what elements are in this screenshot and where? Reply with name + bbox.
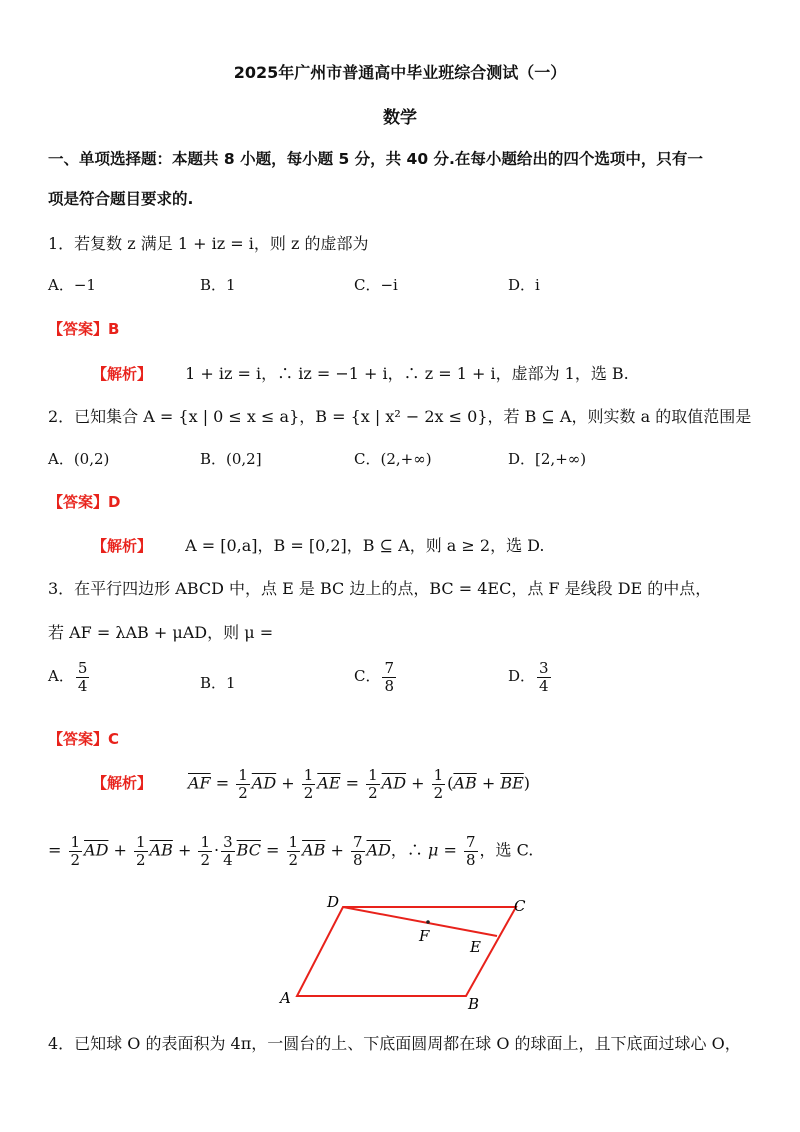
q2-option-d: D．[2,+∞) xyxy=(508,450,587,468)
answer-label: 【答案】 xyxy=(48,320,109,338)
point-f xyxy=(426,920,430,924)
analysis-label: 【解析】 xyxy=(92,774,153,792)
option-letter: C． xyxy=(354,667,381,685)
parallelogram-abcd xyxy=(297,907,516,996)
section-heading-line1: 一、单项选择题：本题共 8 小题，每小题 5 分，共 40 分.在每小题给出的四个选项中，只有一 xyxy=(48,150,703,168)
answer-label: 【答案】 xyxy=(48,493,109,511)
answer-value: D xyxy=(108,493,121,511)
q2-option-a: A．(0,2) xyxy=(48,450,110,468)
q2-analysis-text: A = [0,a]，B = [0,2]，B ⊆ A，则 a ≥ 2，选 D. xyxy=(185,536,545,555)
q3-stem-line2: 若 AF = λAB + μAD，则 μ = xyxy=(48,623,274,642)
denominator: 8 xyxy=(384,676,395,695)
label-b: B xyxy=(468,995,480,1013)
numerator: 5 xyxy=(77,659,88,677)
q1-analysis-text: 1 + iz = i，∴ iz = −1 + i，∴ z = 1 + i，虚部为 1，选 B. xyxy=(185,364,629,383)
answer-label: 【答案】 xyxy=(48,730,109,748)
numerator: 3 xyxy=(539,659,549,677)
q4-stem: 4．已知球 O 的表面积为 4π，一圆台的上、下底面圆周都在球 O 的球面上，且下底面过球心 O， xyxy=(48,1034,741,1053)
subject-title: 数学 xyxy=(383,108,417,128)
q2-answer xyxy=(48,491,120,512)
q3-option-b xyxy=(200,672,236,693)
denominator: 4 xyxy=(539,676,549,695)
q2-option-b: B．(0,2] xyxy=(200,450,262,468)
q3-option-a xyxy=(48,660,91,694)
q1-option-c: C．−i xyxy=(354,276,398,294)
q1-answer xyxy=(48,318,119,339)
option-letter: B． xyxy=(200,674,227,692)
q1-option-b: B．1 xyxy=(200,276,236,294)
label-f: F xyxy=(419,927,430,945)
label-c: C xyxy=(514,897,526,915)
q1-option-d: D．i xyxy=(508,276,540,294)
label-d: D xyxy=(327,893,340,911)
q3-analysis-line2: = $\frac{1}{2}$ $\overline{AD}$ + $\frac{1}{2}$ $\overline{AB}$ + $\frac{1}{2}$ · $\frac{3}{4}$ $\overline{BC}$ = $\frac{1}{2}$ $\overline{AB}$ + $\frac{7}{8}$ $\overline{AD}$，∴ μ = $\frac{7}{8}$ ，选 C. xyxy=(48,833,534,869)
fraction xyxy=(382,660,396,694)
q3-option-c xyxy=(354,660,398,694)
analysis-label: 【解析】 xyxy=(92,537,153,555)
q1-stem: 1．若复数 z 满足 1 + iz = i，则 z 的虚部为 xyxy=(48,234,369,253)
q1-option-a: A．−1 xyxy=(48,276,96,294)
option-letter: D． xyxy=(508,667,536,685)
section-heading-line2: 项是符合题目要求的. xyxy=(48,190,194,208)
q3-option-d xyxy=(508,660,553,694)
fraction xyxy=(76,660,90,694)
q2-stem: 2．已知集合 A = {x | 0 ≤ x ≤ a}，B = {x | x² − 2x ≤ 0}，若 B ⊆ A，则实数 a 的取值范围是 xyxy=(48,407,752,426)
q1-analysis xyxy=(92,361,629,384)
option-letter: A． xyxy=(48,667,74,685)
fraction xyxy=(537,660,551,694)
numerator: 7 xyxy=(384,659,395,677)
option-value: 1 xyxy=(226,674,236,692)
q3-stem-line1: 3．在平行四边形 ABCD 中，点 E 是 BC 边上的点，BC = 4EC，点 F 是线段 DE 的中点， xyxy=(48,579,712,598)
answer-value: C xyxy=(108,730,120,748)
q2-analysis xyxy=(92,533,545,556)
analysis-label: 【解析】 xyxy=(92,365,153,383)
q3-answer xyxy=(48,728,119,749)
q2-option-c: C．(2,+∞) xyxy=(354,450,432,468)
page-title: 2025年广州市普通高中毕业班综合测试（一） xyxy=(233,63,567,82)
label-e: E xyxy=(470,938,481,956)
parallelogram-figure xyxy=(270,888,540,1013)
label-a: A xyxy=(280,989,291,1007)
answer-value: B xyxy=(108,320,120,338)
denominator: 4 xyxy=(77,676,88,695)
q3-analysis-line1: $\overline{AF}$ = $\frac{1}{2}$ $\overline{AD}$ + $\frac{1}{2}$ $\overline{AE}$ = $\frac{1}{2}$ $\overline{AD}$ + $\frac{1}{2}$ $(\overline{AB} + \overline{BE})$ xyxy=(188,766,530,802)
q3-analysis-label xyxy=(92,772,152,793)
